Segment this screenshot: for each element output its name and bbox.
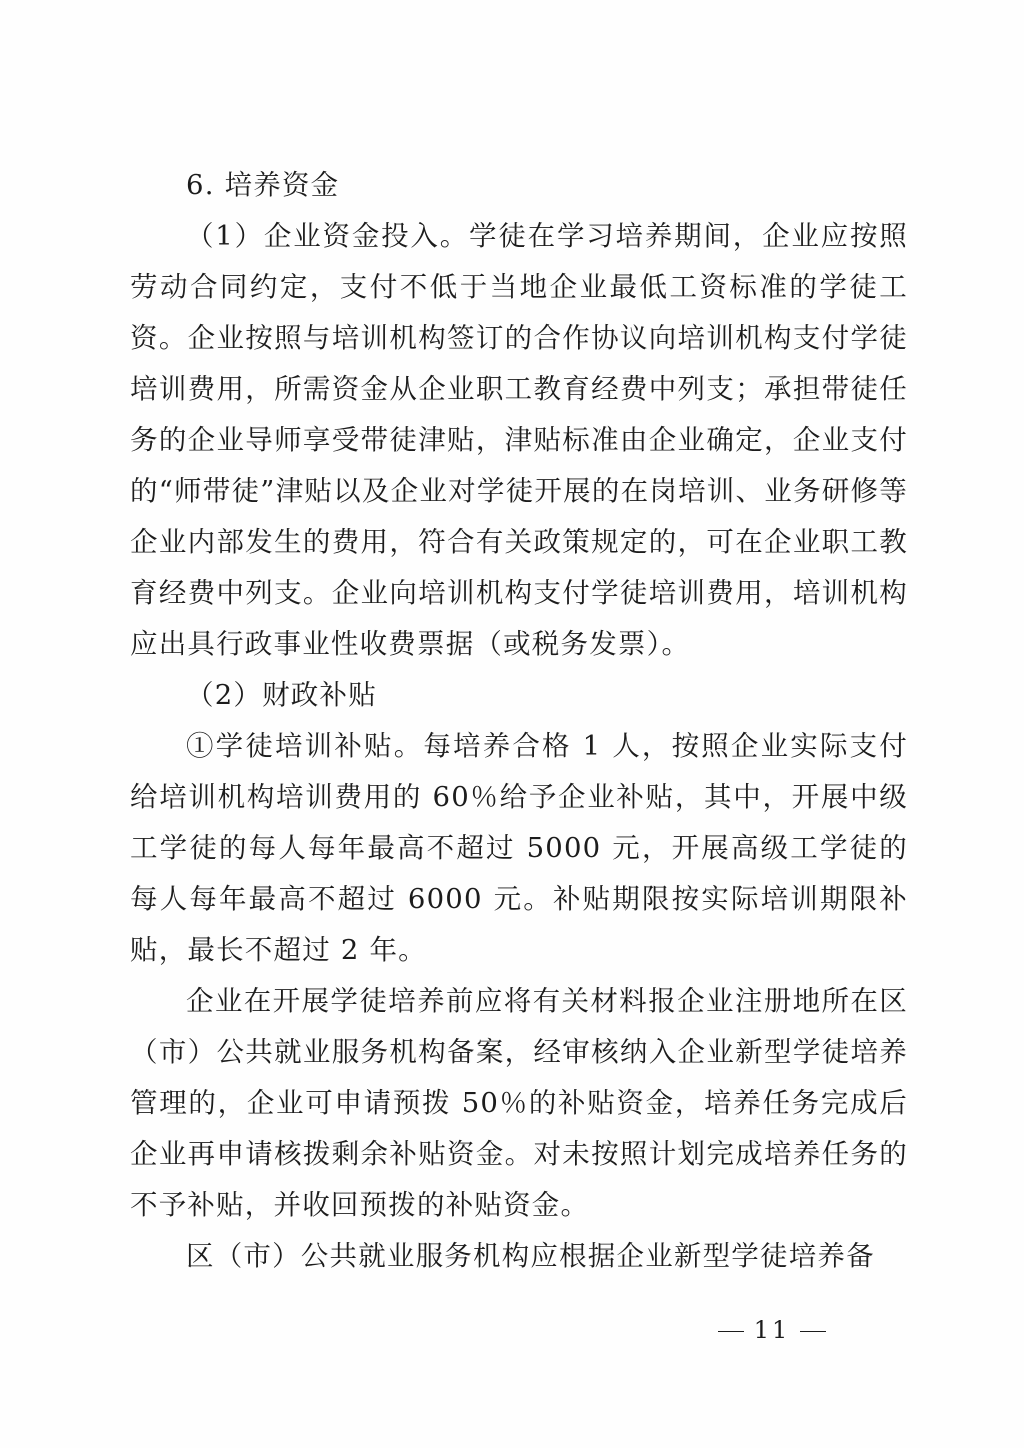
paragraph-apprentice-training-subsidy: ①学徒培训补贴。每培养合格 1 人，按照企业实际支付给培训机构培训费用的 60％给予企业补贴，其中，开展中级工学徒的每人每年最高不超过 5000 元，开展高级工学徒的每人每年最高不超过 6000 元。补贴期限按实际培训期限补贴，最长不超过 2 年。 xyxy=(130,730,908,966)
paragraph-heading-6: 6. 培养资金 xyxy=(186,169,340,201)
page-body xyxy=(130,160,908,1282)
paragraph-filing-procedure: 企业在开展学徒培养前应将有关材料报企业注册地所在区（市）公共就业服务机构备案，经审核纳入企业新型学徒培养管理的，企业可申请预拨 50％的补贴资金，培养任务完成后企业再申请核拨剩余补贴资金。对未按照计划完成培养任务的不予补贴，并收回预拨的补贴资金。 xyxy=(130,985,908,1221)
paragraph-enterprise-funding: （1）企业资金投入。学徒在学习培养期间，企业应按照劳动合同约定，支付不低于当地企业最低工资标准的学徒工资。企业按照与培训机构签订的合作协议向培训机构支付学徒培训费用，所需资金从企业职工教育经费中列支；承担带徒任务的企业导师享受带徒津贴，津贴标准由企业确定，企业支付的“师带徒”津贴以及企业对学徒开展的在岗培训、业务研修等企业内部发生的费用，符合有关政策规定的，可在企业职工教育经费中列支。企业向培训机构支付学徒培训费用，培训机构应出具行政事业性收费票据（或税务发票）。 xyxy=(130,220,908,660)
dash-left-icon xyxy=(718,1331,744,1332)
page-number: 11 xyxy=(753,1316,791,1344)
paragraph-district-agency: 区（市）公共就业服务机构应根据企业新型学徒培养备 xyxy=(186,1240,875,1272)
page-footer xyxy=(0,1316,1024,1344)
page-number-group xyxy=(708,1316,837,1344)
paragraph-fiscal-subsidy-heading: （2）财政补贴 xyxy=(186,679,377,711)
dash-right-icon xyxy=(800,1331,826,1332)
